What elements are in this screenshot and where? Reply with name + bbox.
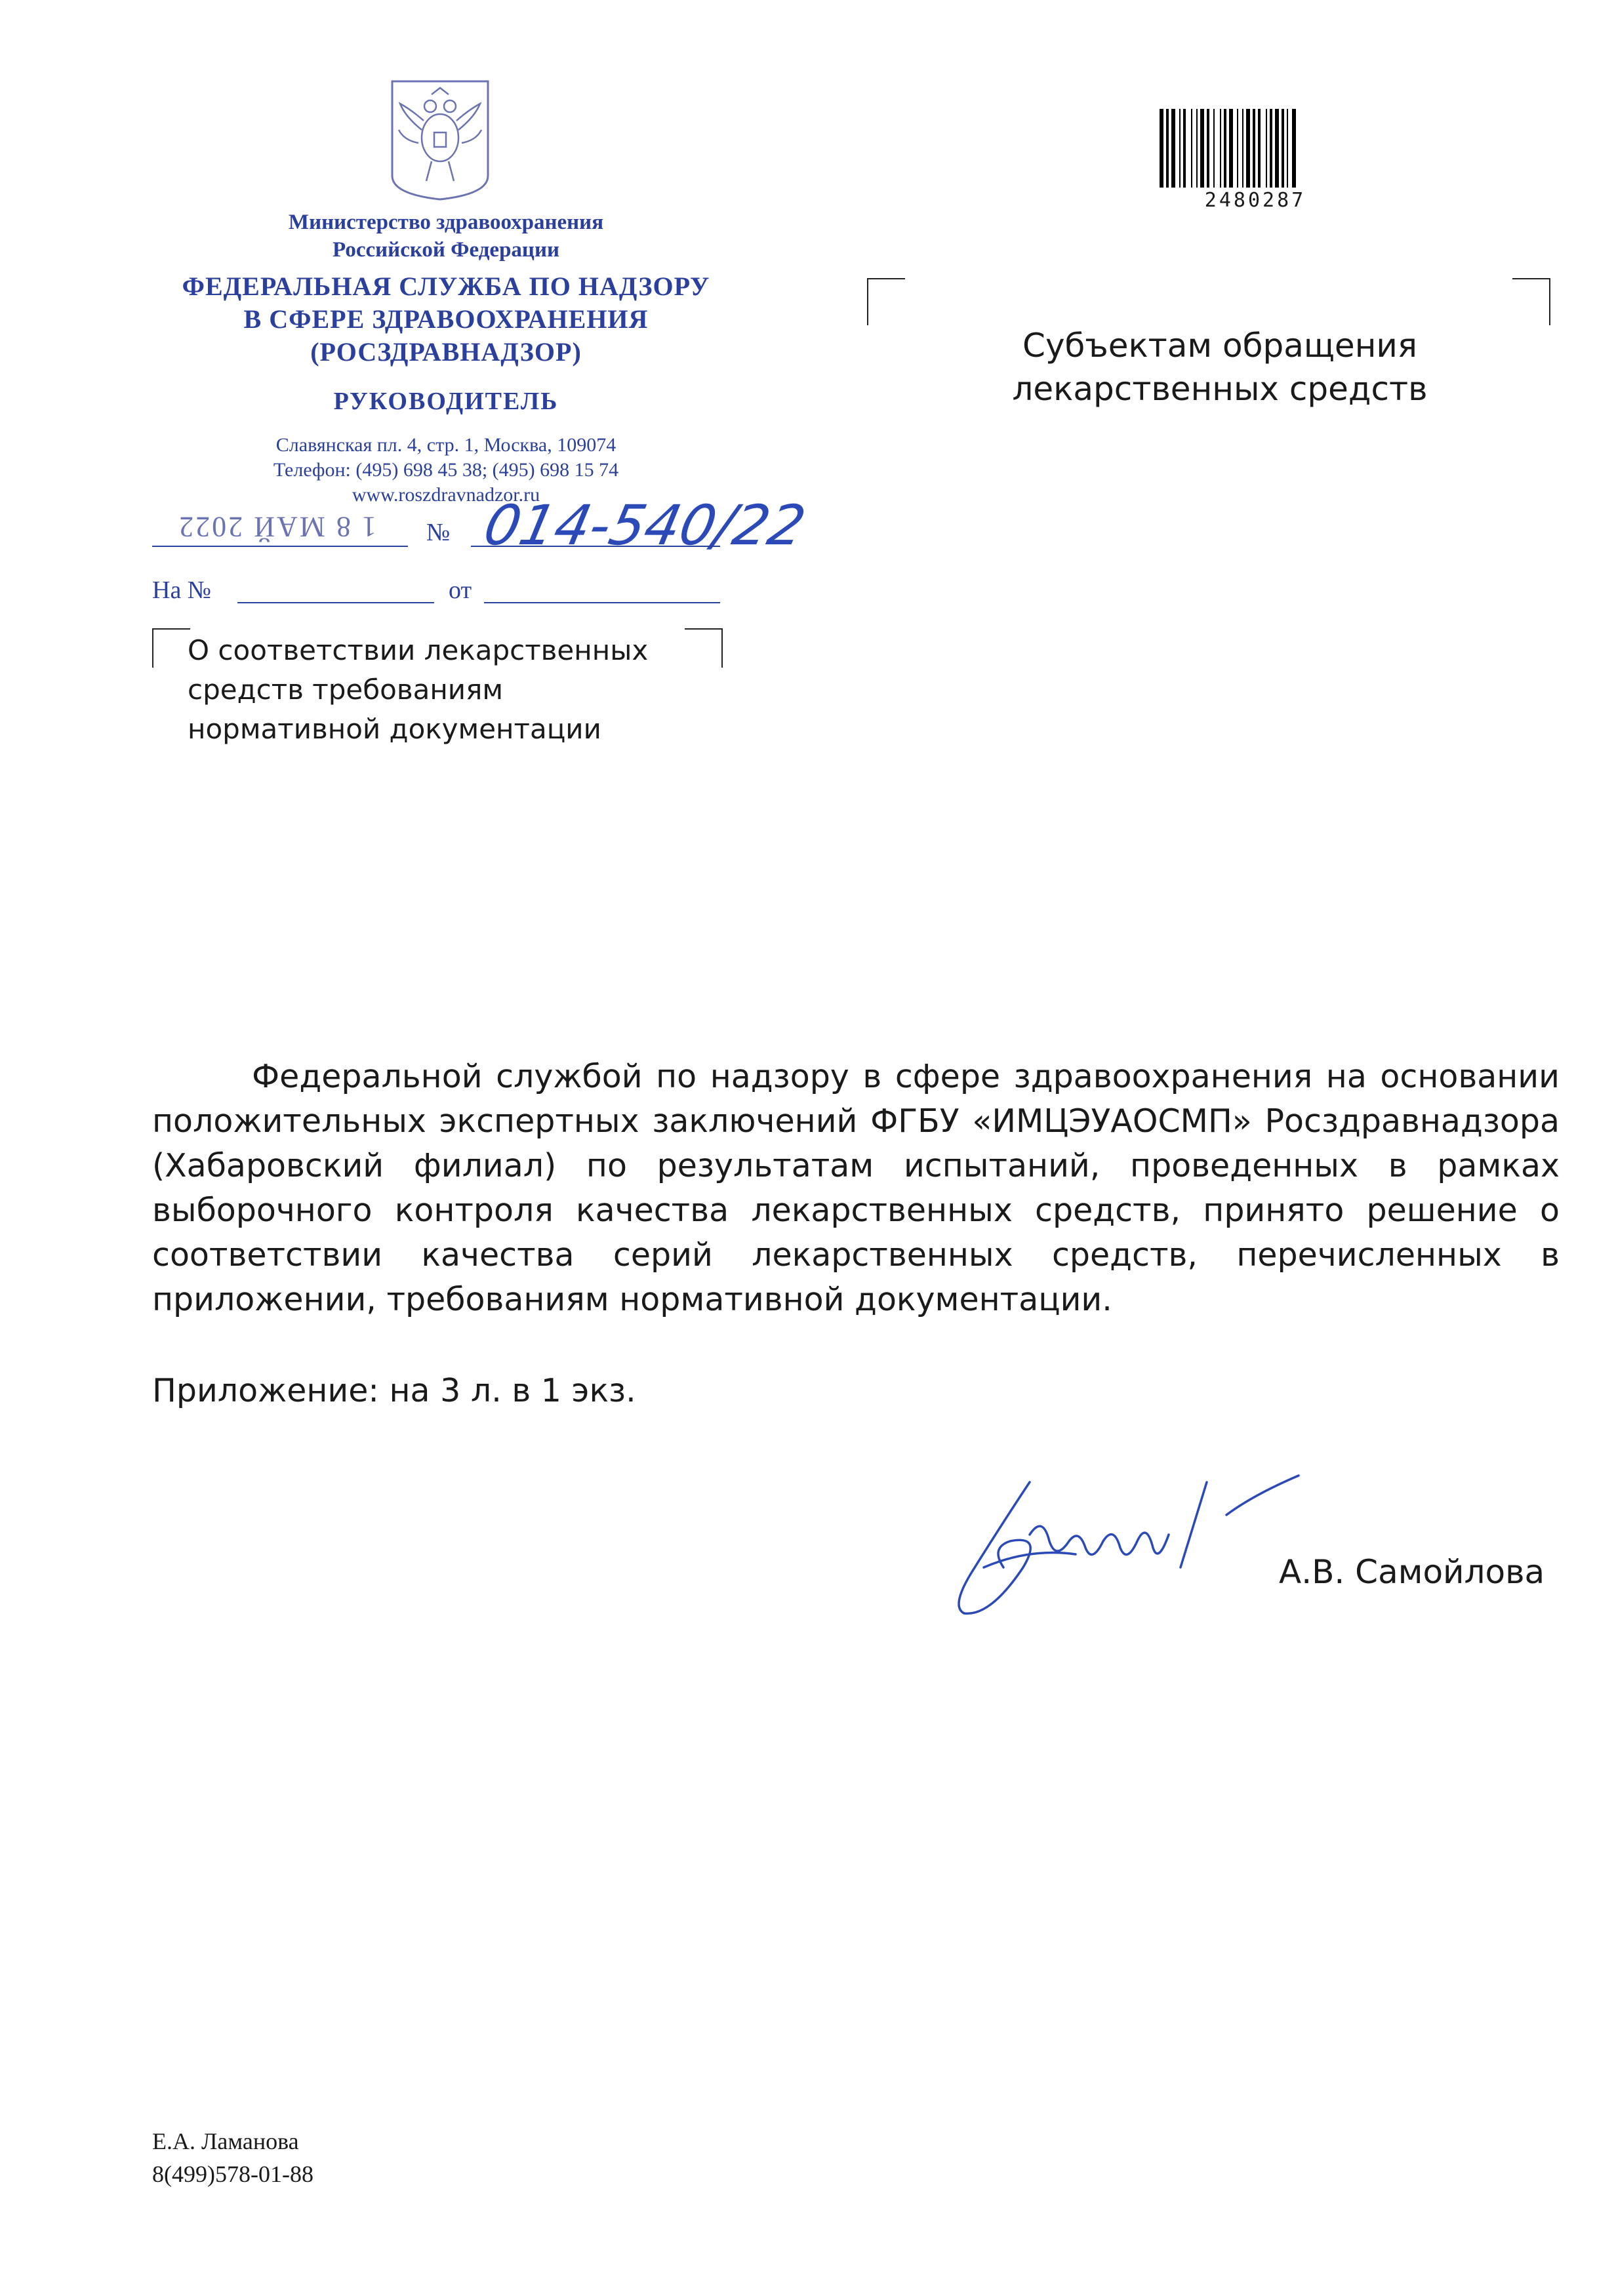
subject: [188, 631, 686, 749]
head-title: РУКОВОДИТЕЛЬ: [333, 388, 559, 415]
barcode-icon: [1157, 109, 1354, 188]
ministry-line-1: Министерство здравоохранения: [288, 211, 604, 234]
number-underline: [471, 546, 720, 547]
subject-corner-left: [152, 628, 190, 668]
ministry-name: [197, 209, 695, 264]
service-name: [131, 270, 761, 369]
service-line-3: (РОСЗДРАВНАДЗОР): [310, 337, 582, 367]
addressee-corner-left: [867, 278, 905, 325]
subject-line-3: нормативной документации: [188, 713, 601, 745]
reply-to-label: На №: [152, 576, 212, 604]
subject-line-2: средств требованиям: [188, 674, 504, 706]
barcode-number: 2480287: [1204, 189, 1306, 212]
addressee-corner-right: [1512, 278, 1550, 325]
ministry-line-2: Российской Федерации: [333, 238, 559, 262]
subject-line-1: О соответствии лекарственных: [188, 634, 649, 666]
addressee-line-2: лекарственных средств: [1012, 370, 1428, 408]
addressee-line-1: Субъектам обращения: [1022, 327, 1417, 365]
reply-to-underline: [237, 602, 434, 603]
addressee: [984, 324, 1456, 411]
signer-name: А.В. Самойлова: [1279, 1553, 1545, 1591]
phone: Телефон: (495) 698 45 38; (495) 698 15 74: [273, 459, 619, 481]
executor-name: Е.А. Ламанова: [152, 2128, 299, 2154]
number-sign: №: [426, 519, 451, 546]
from-label: от: [449, 576, 472, 604]
body-text: [152, 1055, 1560, 1322]
service-line-2: В СФЕРЕ ЗДРАВООХРАНЕНИЯ: [243, 304, 649, 334]
date-underline: [152, 546, 408, 547]
body-paragraph: Федеральной службой по надзору в сфере здравоохранения на основании положительных экспертных заключений ФГБУ «ИМЦЭУАОСМП» Росздравнадзора (Хабаровский филиал) по результатам испытаний, проведенных в рамках выборочного контроля качества лекарственных средств, принято решение о соответствии качества серий лекарственных средств, перечисленных в приложении, требованиям нормативной документации.: [152, 1058, 1560, 1318]
registration-number: 014-540/22: [478, 493, 811, 557]
executor-phone: 8(499)578-01-88: [152, 2161, 313, 2187]
service-line-1: ФЕДЕРАЛЬНАЯ СЛУЖБА ПО НАДЗОРУ: [182, 272, 710, 301]
russian-coat-of-arms-icon: [386, 77, 495, 202]
executor-info: [152, 2125, 313, 2190]
website: www.roszdravnadzor.ru: [352, 484, 540, 506]
handwritten-signature: [931, 1443, 1338, 1640]
date-stamp: 1 8 МАЙ 2022: [177, 511, 376, 543]
from-underline: [484, 602, 720, 603]
appendix-note: Приложение: на 3 л. в 1 экз.: [152, 1372, 636, 1409]
address: Славянская пл. 4, стр. 1, Москва, 109074: [275, 434, 616, 456]
subject-corner-right: [685, 628, 723, 668]
